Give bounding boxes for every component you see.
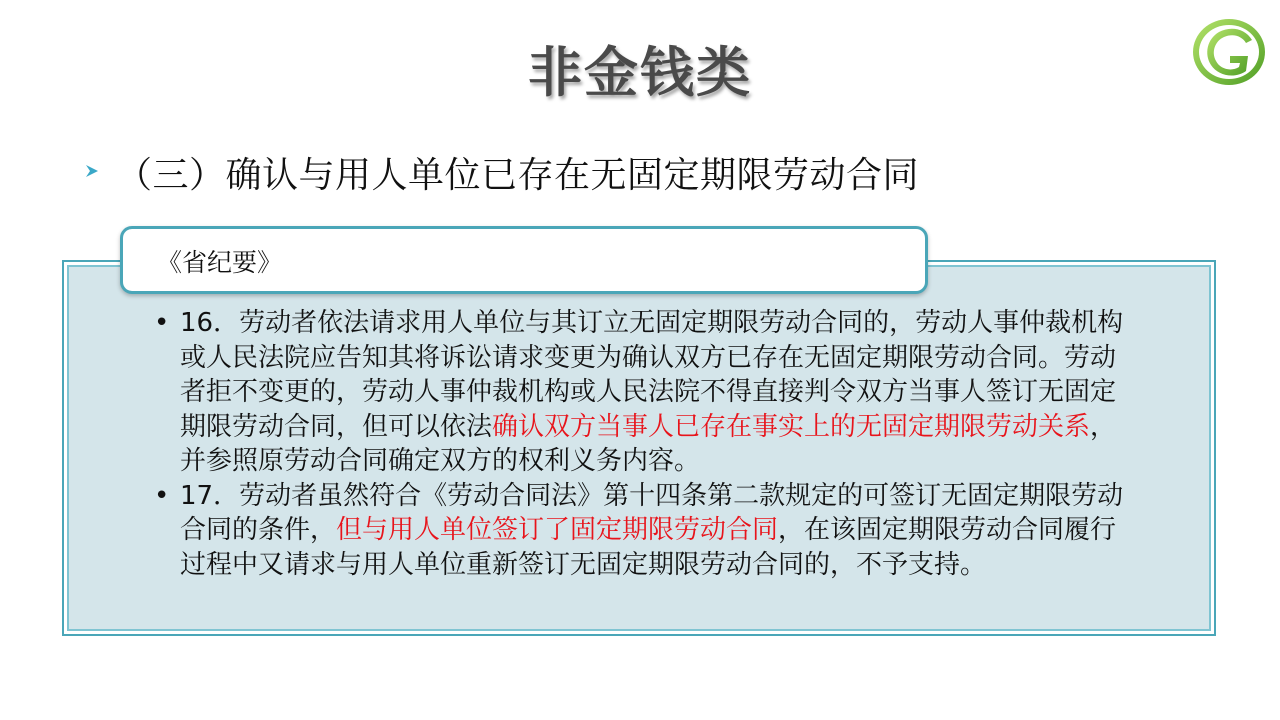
heading-row (84, 150, 919, 194)
slide-title: 非金钱类 (528, 41, 752, 104)
section-heading: （三）确认与用人单位已存在无固定期限劳动合同 (116, 154, 920, 196)
highlighted-text: 但与用人单位签订了固定期限劳动合同 (336, 515, 779, 545)
green-g-logo-icon (1190, 16, 1268, 88)
item-text: 16．劳动者依法请求用人单位与其订立无固定期限劳动合同的，劳动人事仲裁机构或人民法院应告知其将诉讼请求变更为确认双方已存在无固定期限劳动合同。劳动者拒不变更的，劳动人事仲裁机构或人民法院不得直接判令双方当事人签订无固定期限劳动合同，但可以依法 (180, 308, 1124, 442)
list-item-17 (154, 479, 1124, 583)
provision-list (154, 306, 1124, 582)
source-tab (120, 226, 928, 294)
bullet-dot: • (154, 480, 170, 511)
highlighted-text: 确认双方当事人已存在事实上的无固定期限劳动关系 (492, 411, 1091, 442)
item-text: ，并参照原劳动合同确定双方的权利义务内容。 (180, 411, 1117, 476)
item-text: 17．劳动者虽然符合《劳动合同法》第十四条第二款规定的可签订无固定期限劳动合同的条件， (180, 480, 1124, 545)
item-text: ，在该固定期限劳动合同履行过程中又请求与用人单位重新签订无固定期限劳动合同的，不予支持。 (180, 515, 1117, 580)
arrowhead-right-icon (84, 160, 116, 184)
source-tab-label: 《省纪要》 (157, 248, 283, 277)
bullet-dot: • (154, 308, 170, 338)
list-item-16 (154, 306, 1124, 479)
